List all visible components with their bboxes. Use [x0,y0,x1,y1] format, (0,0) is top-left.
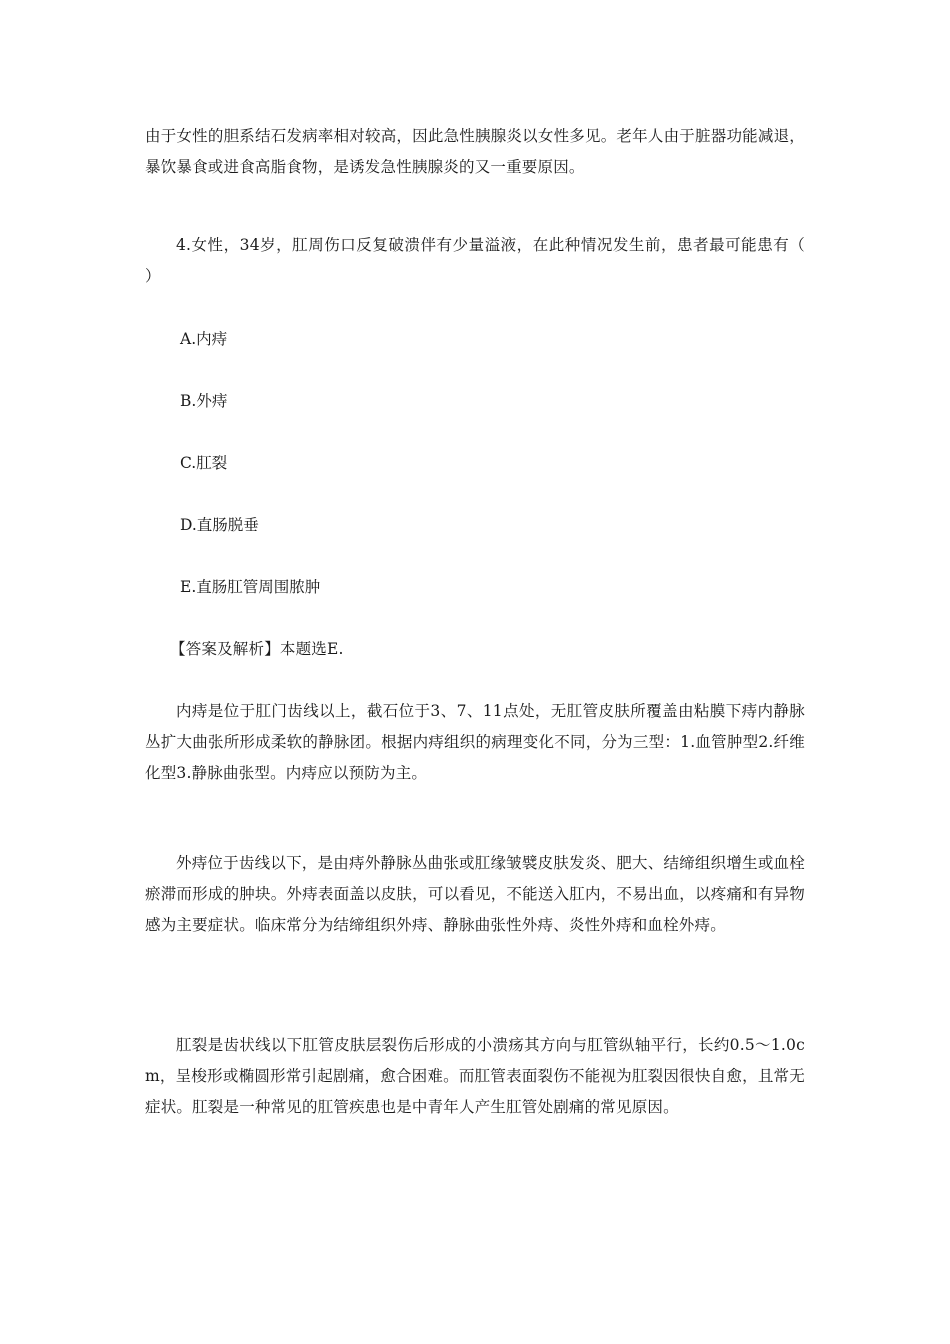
intro-paragraph: 由于女性的胆系结石发病率相对较高，因此急性胰腺炎以女性多见。老年人由于脏器功能减退，暴饮暴食或进食高脂食物，是诱发急性胰腺炎的又一重要原因。 [145,127,805,176]
option-a: A.内痔 [180,330,228,348]
answer-heading: 【答案及解析】本题选E. [170,640,344,658]
explanation-external-hemorrhoid: 外痔位于齿线以下，是由痔外静脉丛曲张或肛缘皱襞皮肤发炎、肥大、结缔组织增生或血栓瘀滞而形成的肿块。外痔表面盖以皮肤，可以看见，不能送入肛内，不易出血，以疼痛和有异物感为主要症状。临床常分为结缔组织外痔、静脉曲张性外痔、炎性外痔和血栓外痔。 [145,854,805,934]
question-text: 4.女性，34岁，肛周伤口反复破溃伴有少量溢液，在此种情况发生前，患者最可能患有（ ） [145,236,805,285]
option-b: B.外痔 [180,392,228,410]
explanation-internal-hemorrhoid: 内痔是位于肛门齿线以上，截石位于3、7、11点处，无肛管皮肤所覆盖由粘膜下痔内静脉丛扩大曲张所形成柔软的静脉团。根据内痔组织的病理变化不同，分为三型：1.血管肿型2.纤维化型3.静脉曲张型。内痔应以预防为主。 [145,702,805,782]
option-d: D.直肠脱垂 [180,516,259,534]
explanation-anal-fissure: 肛裂是齿状线以下肛管皮肤层裂伤后形成的小溃疡其方向与肛管纵轴平行，长约0.5～1.0cm，呈梭形或椭圆形常引起剧痛，愈合困难。而肛管表面裂伤不能视为肛裂因很快自愈，且常无症状。肛裂是一种常见的肛管疾患也是中青年人产生肛管处剧痛的常见原因。 [145,1036,805,1116]
option-e: E.直肠肛管周围脓肿 [180,578,321,596]
option-c: C.肛裂 [180,454,228,472]
